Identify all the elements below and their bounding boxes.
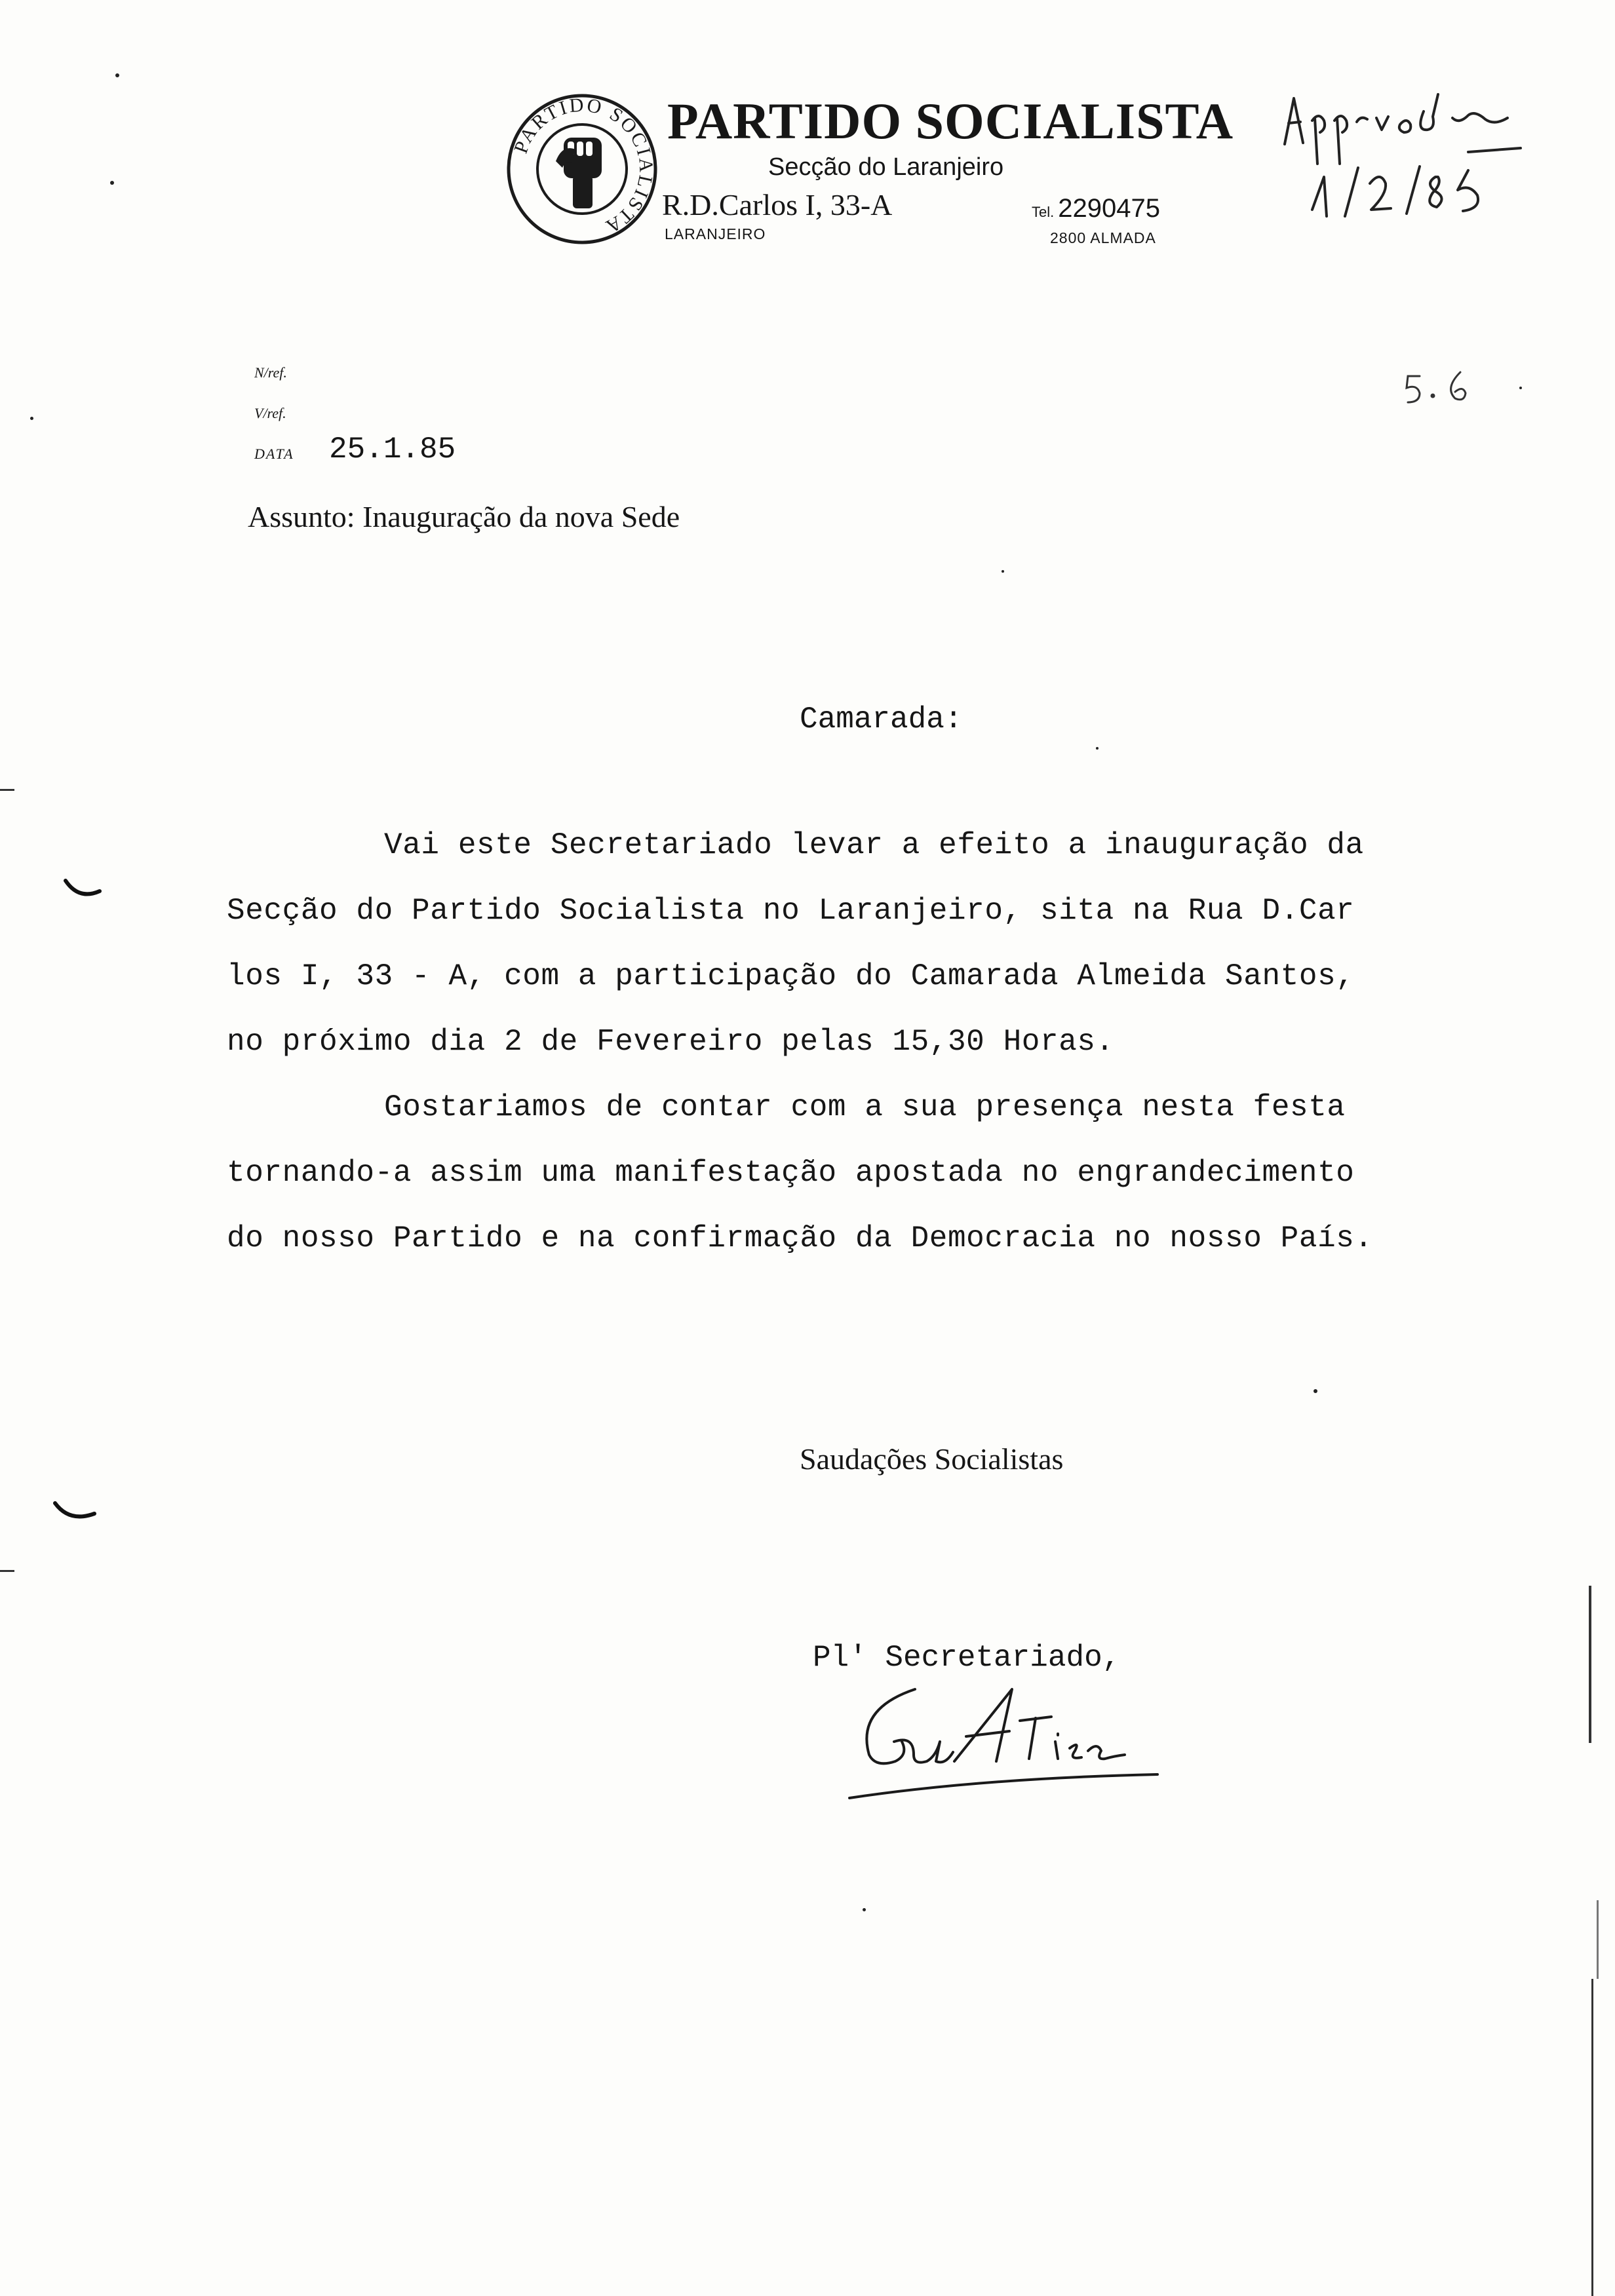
scan-speck	[1313, 1389, 1317, 1393]
organization-name: PARTIDO SOCIALISTA	[667, 92, 1234, 149]
scan-speck	[1002, 570, 1004, 573]
scan-speck	[110, 181, 114, 185]
scan-edge-line	[1597, 1900, 1599, 1979]
body-line-6: tornando-a assim uma manifestação apostada no engrandecimento	[227, 1156, 1355, 1190]
scan-speck	[1519, 387, 1522, 389]
organization-phone	[1032, 194, 1160, 223]
date-label: DATA	[254, 446, 294, 462]
organization-section: Secção do Laranjeiro	[768, 153, 1004, 181]
organization-postal: 2800 ALMADA	[1050, 229, 1156, 246]
body-line-3: los I, 33 - A, com a participação do Camarada Almeida Santos,	[227, 959, 1355, 993]
scan-speck	[30, 417, 33, 420]
body-line-4: no próximo dia 2 de Fevereiro pelas 15,30 Horas.	[227, 1025, 1114, 1059]
body-line-2: Secção do Partido Socialista no Laranjeiro, sita na Rua D.Car	[227, 894, 1355, 928]
handwritten-approval-note	[1272, 85, 1547, 236]
raised-fist-icon	[556, 138, 602, 208]
organization-address: R.D.Carlos I, 33-A	[662, 188, 893, 221]
body-line-7: do nosso Partido e na confirmação da Democracia no nosso País.	[227, 1221, 1373, 1255]
scan-hole-mark	[63, 878, 102, 904]
organization-locality: LARANJEIRO	[665, 225, 766, 242]
scan-edge-line	[0, 789, 14, 791]
subject-line: Assunto: Inauguração da nova Sede	[248, 500, 680, 533]
seal-ring-text: PARTIDO SOCIALISTA	[509, 94, 657, 239]
scan-edge-line	[0, 1570, 14, 1572]
scan-speck	[115, 73, 119, 77]
v-ref-label: V/ref.	[254, 405, 286, 421]
scan-speck	[863, 1908, 866, 1911]
handwritten-mark-5-6	[1403, 367, 1481, 413]
date-value: 25.1.85	[329, 432, 456, 467]
scan-edge-line	[1591, 1979, 1593, 2296]
body-line-1: Vai este Secretariado levar a efeito a inauguração da	[384, 828, 1364, 862]
n-ref-label: N/ref.	[254, 364, 287, 381]
body-line-5: Gostariamos de contar com a sua presença nesta festa	[384, 1090, 1346, 1124]
signoff-line: Pl' Secretariado,	[813, 1641, 1121, 1675]
scan-speck	[1096, 747, 1099, 750]
party-seal-logo	[503, 90, 661, 248]
closing-greeting: Saudações Socialistas	[800, 1442, 1064, 1476]
scan-hole-mark	[52, 1501, 98, 1527]
handwritten-signature	[826, 1670, 1167, 1814]
phone-number: 2290475	[1058, 194, 1160, 223]
salutation: Camarada:	[800, 702, 963, 737]
scan-edge-line	[1589, 1586, 1591, 1743]
phone-prefix: Tel.	[1032, 204, 1055, 220]
